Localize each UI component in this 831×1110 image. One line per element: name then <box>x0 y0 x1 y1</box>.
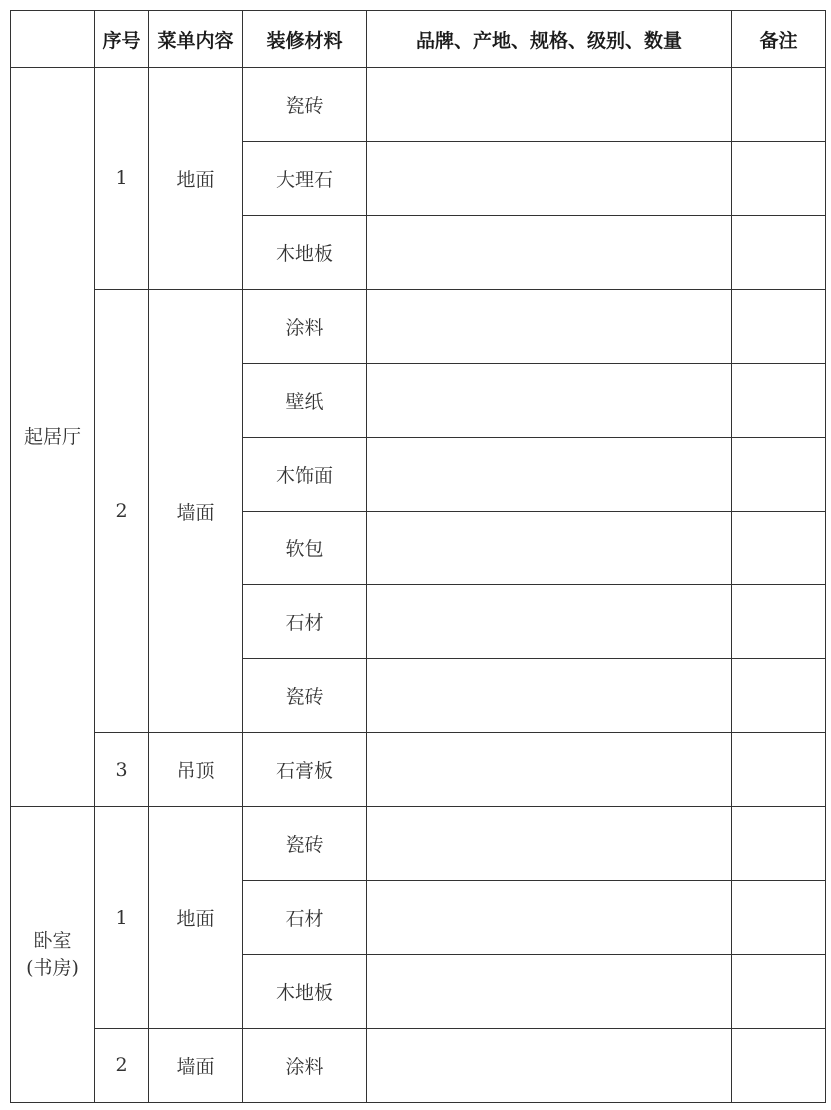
brand-cell <box>367 733 732 807</box>
material-cell: 壁纸 <box>243 363 367 437</box>
menu-cell: 墙面 <box>149 1028 243 1102</box>
seq-cell: 2 <box>95 289 149 733</box>
material-cell: 涂料 <box>243 289 367 363</box>
header-area <box>11 11 95 68</box>
material-cell: 木地板 <box>243 215 367 289</box>
note-cell <box>732 881 826 955</box>
header-menu: 菜单内容 <box>149 11 243 68</box>
material-cell: 大理石 <box>243 141 367 215</box>
note-cell <box>732 585 826 659</box>
note-cell <box>732 659 826 733</box>
area-cell-bedroom <box>11 807 95 1103</box>
header-material: 装修材料 <box>243 11 367 68</box>
note-cell <box>732 215 826 289</box>
material-cell: 木饰面 <box>243 437 367 511</box>
header-row <box>11 11 826 68</box>
note-cell <box>732 289 826 363</box>
menu-cell: 吊顶 <box>149 733 243 807</box>
seq-cell: 1 <box>95 68 149 290</box>
brand-cell <box>367 881 732 955</box>
area-name: 起居厅 <box>23 425 81 448</box>
brand-cell <box>367 585 732 659</box>
header-note: 备注 <box>732 11 826 68</box>
header-brand: 品牌、产地、规格、级别、数量 <box>367 11 732 68</box>
brand-cell <box>367 807 732 881</box>
note-cell <box>732 955 826 1029</box>
materials-table <box>10 10 826 1103</box>
table-row <box>11 1028 826 1102</box>
brand-cell <box>367 363 732 437</box>
menu-cell: 地面 <box>149 807 243 1029</box>
material-cell: 瓷砖 <box>243 68 367 142</box>
seq-cell: 1 <box>95 807 149 1029</box>
note-cell <box>732 363 826 437</box>
header-seq: 序号 <box>95 11 149 68</box>
brand-cell <box>367 511 732 585</box>
material-cell: 软包 <box>243 511 367 585</box>
material-cell: 木地板 <box>243 955 367 1029</box>
table-row <box>11 807 826 881</box>
brand-cell <box>367 659 732 733</box>
brand-cell <box>367 1028 732 1102</box>
table-row <box>11 733 826 807</box>
note-cell <box>732 141 826 215</box>
note-cell <box>732 68 826 142</box>
table-row <box>11 289 826 363</box>
seq-cell: 3 <box>95 733 149 807</box>
note-cell <box>732 733 826 807</box>
material-cell: 石材 <box>243 881 367 955</box>
table-row <box>11 68 826 142</box>
menu-cell: 地面 <box>149 68 243 290</box>
brand-cell <box>367 289 732 363</box>
material-cell: 瓷砖 <box>243 659 367 733</box>
material-cell: 涂料 <box>243 1028 367 1102</box>
brand-cell <box>367 141 732 215</box>
brand-cell <box>367 955 732 1029</box>
note-cell <box>732 807 826 881</box>
material-cell: 石材 <box>243 585 367 659</box>
menu-cell: 墙面 <box>149 289 243 733</box>
brand-cell <box>367 437 732 511</box>
brand-cell <box>367 68 732 142</box>
seq-cell: 2 <box>95 1028 149 1102</box>
area-name-sub: (书房) <box>26 956 79 979</box>
note-cell <box>732 511 826 585</box>
area-cell-living-room <box>11 68 95 807</box>
area-name: 卧室 <box>33 930 72 953</box>
brand-cell <box>367 215 732 289</box>
material-cell: 石膏板 <box>243 733 367 807</box>
material-cell: 瓷砖 <box>243 807 367 881</box>
note-cell <box>732 1028 826 1102</box>
note-cell <box>732 437 826 511</box>
